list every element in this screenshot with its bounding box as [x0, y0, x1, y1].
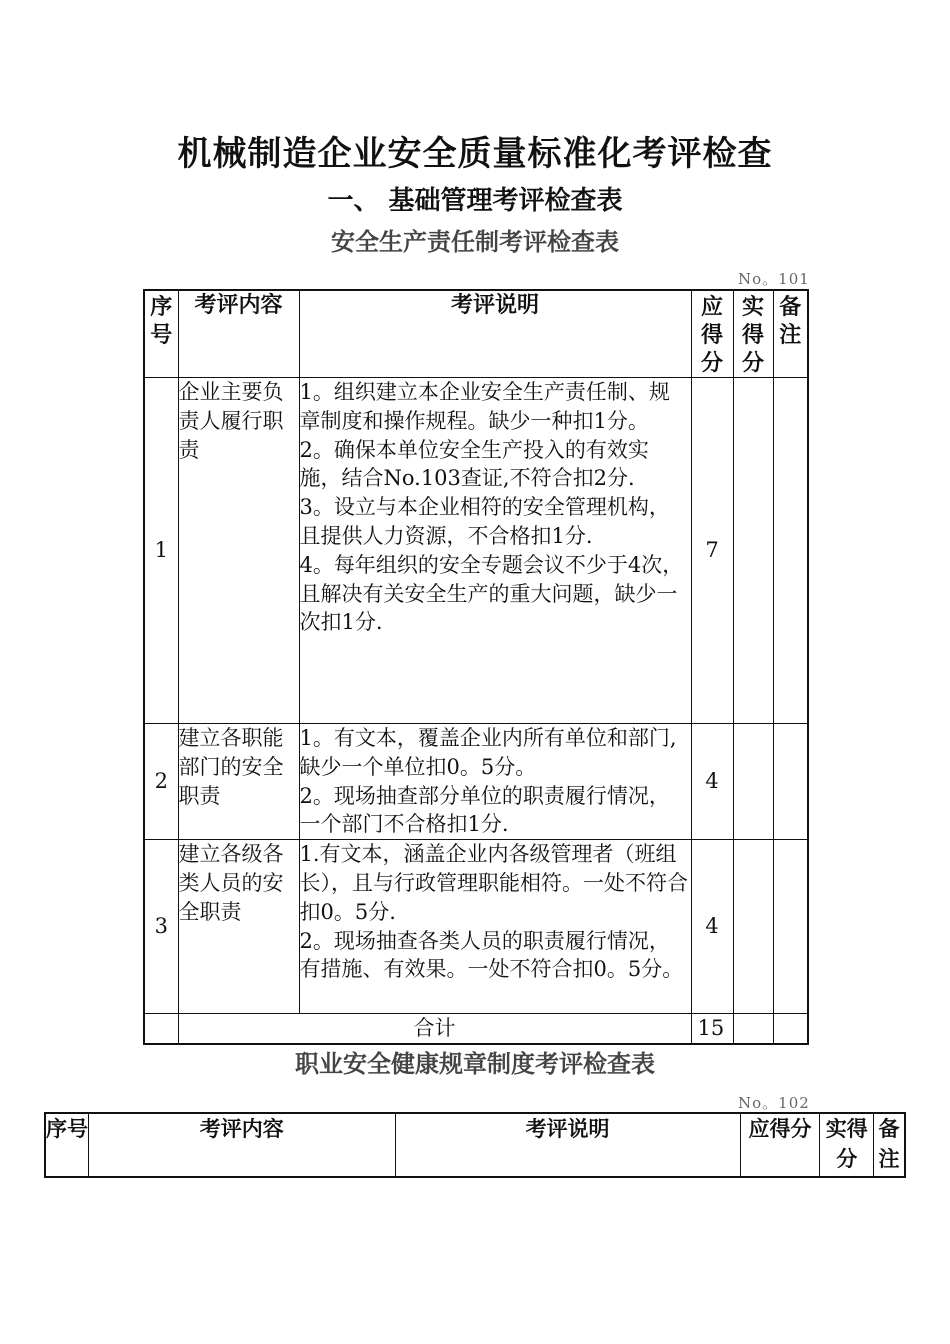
row-note	[773, 724, 808, 840]
row-desc: 1.有文本，涵盖企业内各级管理者（班组长），且与行政管理职能相符。一处不符合扣0。5分. 2。现场抽查各类人员的职责履行情况，有措施、有效果。一处不符合扣0。5分。	[299, 840, 691, 1014]
row-content: 建立各职能部门的安全职责	[178, 724, 299, 840]
header-seq: 序号	[45, 1113, 89, 1177]
table-row	[144, 378, 808, 724]
total-empty-cell	[144, 1014, 178, 1044]
row-score: 4	[691, 840, 733, 1014]
header-score: 应得分	[691, 290, 733, 378]
header-actual: 实得分	[733, 290, 773, 378]
header-desc: 考评说明	[299, 290, 691, 378]
section-title-responsibility: 安全生产责任制考评检查表	[331, 227, 619, 256]
total-label: 合计	[178, 1014, 691, 1044]
row-actual	[733, 724, 773, 840]
row-note	[773, 378, 808, 724]
row-content: 建立各级各类人员的安全职责	[178, 840, 299, 1014]
total-actual	[733, 1014, 773, 1044]
row-actual	[733, 378, 773, 724]
row-desc: 1。有文本，覆盖企业内所有单位和部门,缺少一个单位扣0。5分。 2。现场抽查部分单位的职责履行情况，一个部门不合格扣1分.	[299, 724, 691, 840]
header-note: 备注	[773, 290, 808, 378]
table-row	[144, 724, 808, 840]
regulations-table	[44, 1112, 906, 1178]
header-content: 考评内容	[178, 290, 299, 378]
doc-number-101: No。101	[738, 270, 810, 288]
row-actual	[733, 840, 773, 1014]
total-row	[144, 1014, 808, 1044]
row-score: 7	[691, 378, 733, 724]
document-subtitle: 一、 基础管理考评检查表	[327, 186, 623, 216]
doc-number-102: No。102	[738, 1094, 810, 1112]
table-header-row	[45, 1113, 905, 1177]
document-title: 机械制造企业安全质量标准化考评检查	[177, 134, 773, 174]
header-note: 备注	[874, 1113, 905, 1177]
header-actual: 实得分	[820, 1113, 874, 1177]
header-score: 应得分	[740, 1113, 820, 1177]
row-note	[773, 840, 808, 1014]
responsibility-table	[143, 289, 809, 1045]
row-content: 企业主要负责人履行职责	[178, 378, 299, 724]
row-seq: 3	[144, 840, 178, 1014]
table-row	[144, 840, 808, 1014]
header-desc: 考评说明	[395, 1113, 740, 1177]
total-note	[773, 1014, 808, 1044]
row-seq: 2	[144, 724, 178, 840]
table-header-row	[144, 290, 808, 378]
row-desc: 1。组织建立本企业安全生产责任制、规章制度和操作规程。缺少一种扣1分。 2。确保本单位安全生产投入的有效实施，结合No.103查证,不符合扣2分. 3。设立与本企业相符的安全管理机构，且提供人力资源，不合格扣1分. 4。每年组织的安全专题会议不少于4次，且解决有关安全生产的重大问题，缺少一次扣1分.	[299, 378, 691, 724]
section-title-regulations: 职业安全健康规章制度考评检查表	[295, 1049, 655, 1078]
total-score: 15	[691, 1014, 733, 1044]
header-seq: 序号	[144, 290, 178, 378]
row-seq: 1	[144, 378, 178, 724]
header-content: 考评内容	[89, 1113, 396, 1177]
row-score: 4	[691, 724, 733, 840]
